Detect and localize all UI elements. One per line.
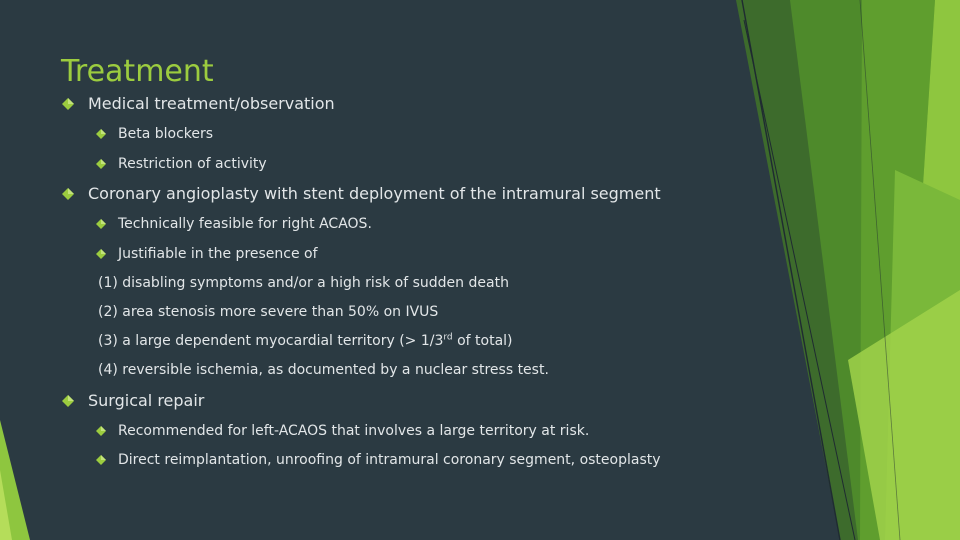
bullet-item	[62, 94, 335, 114]
condition-text: (3) a large dependent myocardial territory (> 1/3	[98, 333, 444, 349]
bullet-item	[62, 391, 204, 411]
condition-line: (4) reversible ischemia, as documented by a nuclear stress test.	[98, 362, 549, 378]
sub-bullet-item	[96, 451, 661, 469]
diamond-bullet-icon	[62, 391, 88, 411]
sub-bullet-item	[96, 155, 267, 173]
diamond-bullet-icon	[96, 155, 118, 173]
bullet-item	[62, 184, 661, 204]
sub-bullet-item	[96, 245, 318, 263]
sub-bullet-text: Justifiable in the presence of	[118, 246, 318, 262]
diamond-bullet-icon	[62, 94, 88, 114]
diamond-bullet-icon	[96, 451, 118, 469]
diamond-bullet-icon	[96, 245, 118, 263]
diamond-bullet-icon	[96, 215, 118, 233]
sub-bullet-text: Restriction of activity	[118, 156, 267, 172]
sub-bullet-text: Technically feasible for right ACAOS.	[118, 216, 372, 232]
condition-line	[98, 332, 513, 350]
sub-bullet-text: Beta blockers	[118, 126, 214, 142]
condition-text: of total)	[452, 333, 513, 349]
condition-line: (2) area stenosis more severe than 50% on IVUS	[98, 304, 439, 320]
diamond-bullet-icon	[96, 422, 118, 440]
slide-title: Treatment	[61, 54, 214, 89]
sub-bullet-item	[96, 422, 589, 440]
bullet-text: Medical treatment/observation	[88, 94, 335, 113]
sub-bullet-text: Direct reimplantation, unroofing of intramural coronary segment, osteoplasty	[118, 452, 661, 468]
ordinal-superscript: rd	[443, 332, 453, 343]
sub-bullet-item	[96, 215, 372, 233]
condition-line: (1) disabling symptoms and/or a high risk of sudden death	[98, 275, 509, 291]
diamond-bullet-icon	[96, 125, 118, 143]
bullet-text: Coronary angioplasty with stent deployment of the intramural segment	[88, 184, 661, 203]
bullet-text: Surgical repair	[88, 391, 205, 410]
sub-bullet-text: Recommended for left-ACAOS that involves a large territory at risk.	[118, 423, 590, 439]
diamond-bullet-icon	[62, 184, 88, 204]
sub-bullet-item	[96, 125, 213, 143]
